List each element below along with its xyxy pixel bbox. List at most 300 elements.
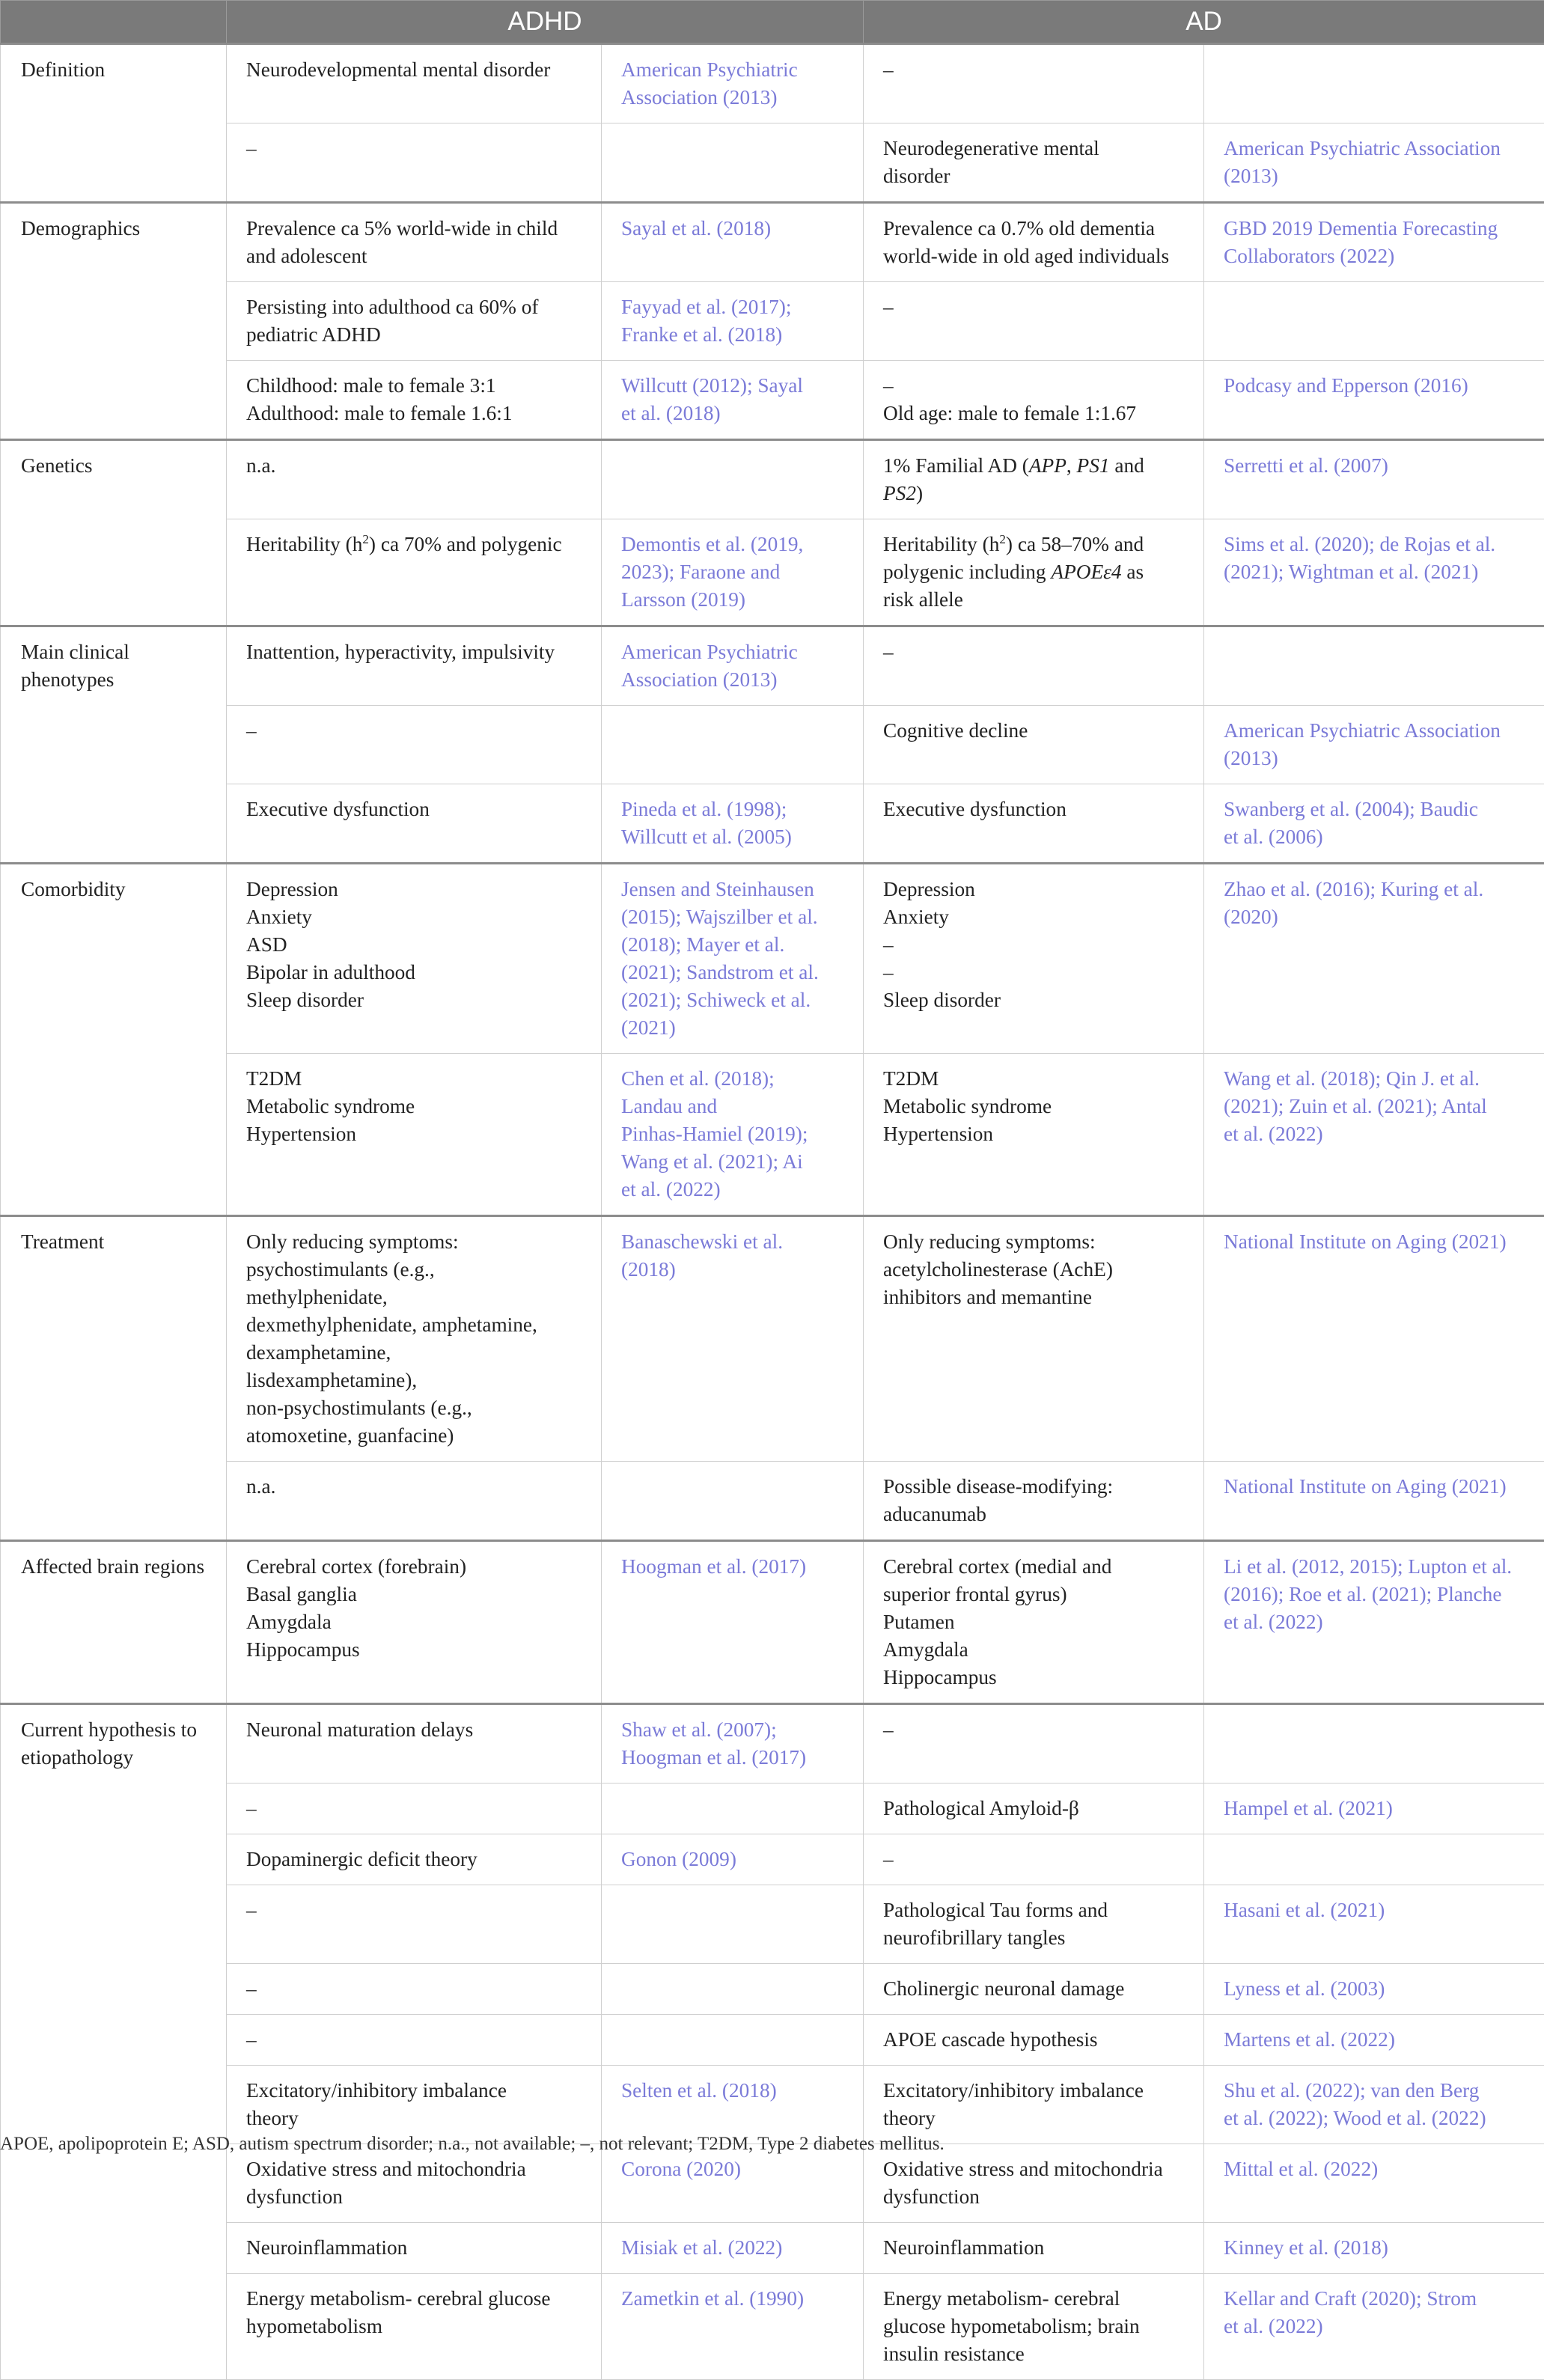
reference-link[interactable]: Pineda et al. (1998); <box>621 796 843 823</box>
reference-link[interactable]: Landau and <box>621 1093 843 1120</box>
adhd-feature-cell <box>227 282 602 361</box>
table-row <box>1 2223 1544 2274</box>
adhd-reference-cell <box>602 864 864 1054</box>
ad-feature-cell <box>864 2274 1204 2380</box>
cell-text-line: – <box>883 372 1184 400</box>
cell-text-line: APOE cascade hypothesis <box>883 2026 1184 2054</box>
reference-link[interactable]: (2020) <box>1224 903 1525 931</box>
reference-link[interactable]: Chen et al. (2018); <box>621 1065 843 1093</box>
cell-text-line: disorder <box>883 162 1184 190</box>
category-cell: Comorbidity <box>1 864 227 1216</box>
table-row <box>1 203 1544 282</box>
ad-feature-cell <box>864 784 1204 864</box>
adhd-reference-cell <box>602 2223 864 2274</box>
adhd-reference-cell <box>602 282 864 361</box>
cell-text-line: n.a. <box>246 1473 582 1501</box>
table-footnote: APOE, apolipoprotein E; ASD, autism spectrum disorder; n.a., not available; –, not relevant; T2DM, Type 2 diabetes mellitus. <box>0 2132 1544 2156</box>
gene-name: PS2 <box>883 482 916 504</box>
cell-text-line: ASD <box>246 931 582 959</box>
cell-text-line: Excitatory/inhibitory imbalance <box>883 2077 1184 2105</box>
adhd-feature-cell <box>227 2223 602 2274</box>
reference-link[interactable]: (2013) <box>1224 745 1525 772</box>
cell-text-line: Sleep disorder <box>246 986 582 1014</box>
adhd-feature-cell <box>227 1964 602 2015</box>
ad-feature-cell <box>864 44 1204 123</box>
adhd-reference-cell <box>602 519 864 626</box>
adhd-reference-cell <box>602 784 864 864</box>
reference-link[interactable]: Fayyad et al. (2017); <box>621 293 843 321</box>
reference-link[interactable]: Hampel et al. (2021) <box>1224 1795 1525 1822</box>
cell-text-line: Possible disease-modifying: <box>883 1473 1184 1501</box>
cell-text-line: Cholinergic neuronal damage <box>883 1975 1184 2003</box>
cell-text-line: Pathological Amyloid-β <box>883 1795 1184 1822</box>
adhd-reference-cell <box>602 44 864 123</box>
table-row <box>1 1834 1544 1885</box>
reference-link[interactable]: Lyness et al. (2003) <box>1224 1975 1525 2003</box>
cell-text-line: Neuroinflammation <box>246 2234 582 2262</box>
adhd-reference-cell <box>602 123 864 203</box>
cell-text-line: Neurodegenerative mental <box>883 135 1184 162</box>
cell-text-line: Depression <box>883 876 1184 903</box>
reference-link[interactable]: (2016); Roe et al. (2021); Planche <box>1224 1581 1525 1608</box>
adhd-reference-cell <box>602 361 864 440</box>
reference-link[interactable]: Sims et al. (2020); de Rojas et al. <box>1224 531 1525 558</box>
reference-link[interactable]: American Psychiatric <box>621 56 843 84</box>
table-row <box>1 2015 1544 2066</box>
cell-text-line: pediatric ADHD <box>246 321 582 349</box>
table-row <box>1 784 1544 864</box>
category-cell: Genetics <box>1 440 227 626</box>
adhd-reference-cell <box>602 1704 864 1784</box>
reference-link[interactable]: Swanberg et al. (2004); Baudic <box>1224 796 1525 823</box>
adhd-feature-cell <box>227 1704 602 1784</box>
ad-feature-cell <box>864 1541 1204 1704</box>
reference-link[interactable]: American Psychiatric Association <box>1224 717 1525 745</box>
adhd-feature-cell <box>227 44 602 123</box>
adhd-reference-cell <box>602 2015 864 2066</box>
cell-text-line: Amygdala <box>883 1636 1184 1664</box>
cell-text-line: – <box>883 56 1184 84</box>
reference-link[interactable]: Li et al. (2012, 2015); Lupton et al. <box>1224 1553 1525 1581</box>
cell-text-line: Metabolic syndrome <box>883 1093 1184 1120</box>
cell-text-line: – <box>883 1716 1184 1744</box>
cell-text-line: Oxidative stress and mitochondria <box>883 2155 1184 2183</box>
adhd-reference-cell <box>602 1784 864 1834</box>
adhd-feature-cell <box>227 1216 602 1462</box>
ad-feature-cell <box>864 1964 1204 2015</box>
cell-text-line: polygenic including APOEε4 as <box>883 558 1184 586</box>
reference-link[interactable]: (2015); Wajszilber et al. <box>621 903 843 931</box>
cell-text-line: Depression <box>246 876 582 903</box>
cell-text-line: non-psychostimulants (e.g., <box>246 1394 582 1422</box>
reference-link[interactable]: Willcutt et al. (2005) <box>621 823 843 851</box>
cell-text-line: Heritability $(h^2)$ ca 70% and polygenic <box>246 531 582 558</box>
reference-link[interactable]: Martens et al. (2022) <box>1224 2026 1525 2054</box>
table-row <box>1 519 1544 626</box>
reference-link[interactable]: Demontis et al. (2019, <box>621 531 843 558</box>
reference-link[interactable]: et al. (2006) <box>1224 823 1525 851</box>
cell-text-line: Heritability $(h^2)$ ca 58–70% and <box>883 531 1184 558</box>
cell-text-line: Bipolar in adulthood <box>246 959 582 986</box>
adhd-reference-cell <box>602 1054 864 1216</box>
reference-link[interactable]: Hoogman et al. (2017) <box>621 1744 843 1772</box>
reference-link[interactable]: Willcutt (2012); Sayal <box>621 372 843 400</box>
table-row <box>1 44 1544 123</box>
ad-feature-cell <box>864 1216 1204 1462</box>
cell-text-line: Pathological Tau forms and <box>883 1897 1184 1924</box>
reference-link[interactable]: Shaw et al. (2007); <box>621 1716 843 1744</box>
ad-reference-cell <box>1204 706 1544 784</box>
adhd-reference-cell <box>602 1834 864 1885</box>
ad-feature-cell <box>864 203 1204 282</box>
cell-text-line: Prevalence ca 5% world-wide in child <box>246 215 582 242</box>
table-row <box>1 1784 1544 1834</box>
cell-text-line: T2DM <box>246 1065 582 1093</box>
cell-text-line: dexamphetamine, <box>246 1339 582 1367</box>
adhd-feature-cell <box>227 1462 602 1541</box>
table-row <box>1 440 1544 519</box>
cell-text-line: and adolescent <box>246 242 582 270</box>
cell-text-line: Cognitive decline <box>883 717 1184 745</box>
cell-text-line: Cerebral cortex (forebrain) <box>246 1553 582 1581</box>
reference-link[interactable]: National Institute on Aging (2021) <box>1224 1228 1525 1256</box>
table-row <box>1 1541 1544 1704</box>
ad-feature-cell <box>864 706 1204 784</box>
reference-link[interactable]: Association (2013) <box>621 84 843 112</box>
cell-text-line: PS2) <box>883 480 1184 507</box>
table-row <box>1 864 1544 1054</box>
cell-text-line: Prevalence ca 0.7% old dementia <box>883 215 1184 242</box>
ad-feature-cell <box>864 2223 1204 2274</box>
cell-text-line: n.a. <box>246 452 582 480</box>
reference-link[interactable]: Corona (2020) <box>621 2155 843 2183</box>
reference-link[interactable]: et al. (2022) <box>1224 1120 1525 1148</box>
cell-text-line: theory <box>246 2105 582 2132</box>
ad-reference-cell <box>1204 1216 1544 1462</box>
adhd-feature-cell <box>227 440 602 519</box>
group-genetics <box>1 440 1544 626</box>
cell-text-line: Executive dysfunction <box>246 796 582 823</box>
ad-reference-cell <box>1204 2015 1544 2066</box>
cell-text-line: – <box>246 135 582 162</box>
header-row <box>1 1 1544 44</box>
cell-text-line: superior frontal gyrus) <box>883 1581 1184 1608</box>
cell-text-line: Metabolic syndrome <box>246 1093 582 1120</box>
reference-link[interactable]: GBD 2019 Dementia Forecasting <box>1224 215 1525 242</box>
adhd-feature-cell <box>227 626 602 706</box>
adhd-feature-cell <box>227 361 602 440</box>
gene-name: APP <box>1029 454 1067 477</box>
adhd-feature-cell <box>227 123 602 203</box>
reference-link[interactable]: (2018); Mayer et al. <box>621 931 843 959</box>
header-ad: AD <box>864 1 1544 44</box>
category-cell: Definition <box>1 44 227 203</box>
adhd-reference-cell <box>602 1541 864 1704</box>
cell-text-line: Childhood: male to female 3:1 <box>246 372 582 400</box>
group-definition <box>1 44 1544 203</box>
header-empty-cell <box>1 1 227 44</box>
cell-text-line: inhibitors and memantine <box>883 1284 1184 1311</box>
cell-text-line: methylphenidate, <box>246 1284 582 1311</box>
cell-text-line: lisdexamphetamine), <box>246 1367 582 1394</box>
cell-text-line: theory <box>883 2105 1184 2132</box>
ad-reference-cell <box>1204 1704 1544 1784</box>
cell-text-line: Hippocampus <box>246 1636 582 1664</box>
group-comorbidity <box>1 864 1544 1216</box>
adhd-reference-cell <box>602 440 864 519</box>
reference-link[interactable]: Collaborators (2022) <box>1224 242 1525 270</box>
ad-feature-cell <box>864 440 1204 519</box>
cell-text-line: Hypertension <box>246 1120 582 1148</box>
ad-reference-cell <box>1204 1054 1544 1216</box>
ad-reference-cell <box>1204 2223 1544 2274</box>
cell-text-line: T2DM <box>883 1065 1184 1093</box>
reference-link[interactable]: Pinhas-Hamiel (2019); <box>621 1120 843 1148</box>
gene-name: PS1 <box>1077 454 1110 477</box>
adhd-reference-cell <box>602 203 864 282</box>
reference-link[interactable]: Zhao et al. (2016); Kuring et al. <box>1224 876 1525 903</box>
reference-link[interactable]: Misiak et al. (2022) <box>621 2234 843 2262</box>
cell-text-line: neurofibrillary tangles <box>883 1924 1184 1952</box>
adhd-feature-cell <box>227 1054 602 1216</box>
cell-text-line: – <box>883 959 1184 986</box>
ad-reference-cell <box>1204 123 1544 203</box>
cell-text-line: Basal ganglia <box>246 1581 582 1608</box>
reference-link[interactable]: Banaschewski et al. <box>621 1228 843 1256</box>
reference-link[interactable]: (2021) <box>621 1014 843 1042</box>
cell-text-line: Energy metabolism- cerebral glucose <box>246 2285 582 2313</box>
cell-text-line: Anxiety <box>883 903 1184 931</box>
category-cell: Demographics <box>1 203 227 440</box>
cell-text-line: – <box>246 1795 582 1822</box>
cell-text-line: Old age: male to female 1:1.67 <box>883 400 1184 427</box>
cell-text-line: Inattention, hyperactivity, impulsivity <box>246 638 582 666</box>
ad-feature-cell <box>864 1054 1204 1216</box>
reference-link[interactable]: National Institute on Aging (2021) <box>1224 1473 1525 1501</box>
ad-reference-cell <box>1204 203 1544 282</box>
ad-feature-cell <box>864 1704 1204 1784</box>
ad-reference-cell <box>1204 440 1544 519</box>
cell-text-line: Energy metabolism- cerebral <box>883 2285 1184 2313</box>
category-cell: Treatment <box>1 1216 227 1541</box>
ad-reference-cell <box>1204 44 1544 123</box>
cell-text-line: dexmethylphenidate, amphetamine, <box>246 1311 582 1339</box>
reference-link[interactable]: Hasani et al. (2021) <box>1224 1897 1525 1924</box>
reference-link[interactable]: et al. (2022) <box>1224 1608 1525 1636</box>
cell-text-line: risk allele <box>883 586 1184 614</box>
adhd-feature-cell <box>227 1541 602 1704</box>
table-row <box>1 1216 1544 1462</box>
reference-link[interactable]: Shu et al. (2022); van den Berg <box>1224 2077 1525 2105</box>
cell-text-line: hypometabolism <box>246 2313 582 2340</box>
ad-feature-cell <box>864 1885 1204 1964</box>
reference-link[interactable]: Sayal et al. (2018) <box>621 215 843 242</box>
reference-link[interactable]: American Psychiatric <box>621 638 843 666</box>
adhd-feature-cell <box>227 2015 602 2066</box>
cell-text-line: Persisting into adulthood ca 60% of <box>246 293 582 321</box>
cell-text-line: glucose hypometabolism; brain <box>883 2313 1184 2340</box>
cell-text-line: dysfunction <box>883 2183 1184 2211</box>
cell-text-line: – <box>246 2026 582 2054</box>
adhd-feature-cell <box>227 784 602 864</box>
cell-text-line: Cerebral cortex (medial and <box>883 1553 1184 1581</box>
adhd-feature-cell <box>227 203 602 282</box>
reference-link[interactable]: Wang et al. (2018); Qin J. et al. <box>1224 1065 1525 1093</box>
cell-text-line: Dopaminergic deficit theory <box>246 1846 582 1873</box>
cell-text-line: – <box>883 1846 1184 1873</box>
ad-reference-cell <box>1204 864 1544 1054</box>
reference-link[interactable]: (2021); Sandstrom et al. <box>621 959 843 986</box>
table-row <box>1 1885 1544 1964</box>
reference-link[interactable]: Kellar and Craft (2020); Strom <box>1224 2285 1525 2313</box>
cell-text-line: – <box>883 931 1184 959</box>
group-treatment <box>1 1216 1544 1541</box>
ad-feature-cell <box>864 1784 1204 1834</box>
reference-link[interactable]: et al. (2022) <box>1224 2313 1525 2340</box>
adhd-feature-cell <box>227 2274 602 2380</box>
table-row <box>1 1462 1544 1541</box>
ad-reference-cell <box>1204 1964 1544 2015</box>
cell-text-line: Putamen <box>883 1608 1184 1636</box>
reference-link[interactable]: (2018) <box>621 1256 843 1284</box>
adhd-feature-cell <box>227 1885 602 1964</box>
table-row <box>1 123 1544 203</box>
header-adhd: ADHD <box>227 1 864 44</box>
ad-reference-cell <box>1204 784 1544 864</box>
cell-text-line: – <box>246 1975 582 2003</box>
ad-reference-cell <box>1204 1885 1544 1964</box>
table-row <box>1 1704 1544 1784</box>
adhd-reference-cell <box>602 1964 864 2015</box>
group-current-hypothesis-to-etiopathology <box>1 1704 1544 2380</box>
table-row <box>1 2274 1544 2380</box>
cell-text-line: Only reducing symptoms: <box>883 1228 1184 1256</box>
ad-feature-cell <box>864 361 1204 440</box>
cell-text-line: Sleep disorder <box>883 986 1184 1014</box>
reference-link[interactable]: et al. (2018) <box>621 400 843 427</box>
adhd-reference-cell <box>602 2274 864 2380</box>
cell-text-line: aducanumab <box>883 1501 1184 1528</box>
category-cell: Main clinical phenotypes <box>1 626 227 864</box>
reference-link[interactable]: Jensen and Steinhausen <box>621 876 843 903</box>
reference-link[interactable]: (2021); Wightman et al. (2021) <box>1224 558 1525 586</box>
cell-text-line: Hypertension <box>883 1120 1184 1148</box>
cell-text-line: – <box>246 1897 582 1924</box>
gene-name: APOEε4 <box>1051 561 1121 583</box>
cell-text-line: 1% Familial AD (APP, PS1 and <box>883 452 1184 480</box>
cell-text-line: acetylcholinesterase (AchE) <box>883 1256 1184 1284</box>
reference-link[interactable]: Hoogman et al. (2017) <box>621 1553 843 1581</box>
reference-link[interactable]: (2021); Schiweck et al. <box>621 986 843 1014</box>
reference-link[interactable]: Kinney et al. (2018) <box>1224 2234 1525 2262</box>
ad-reference-cell <box>1204 519 1544 626</box>
cell-text-line: dysfunction <box>246 2183 582 2211</box>
cell-text-line: – <box>883 293 1184 321</box>
ad-reference-cell <box>1204 361 1544 440</box>
table-row <box>1 706 1544 784</box>
superscript: 2 <box>362 532 369 546</box>
adhd-reference-cell <box>602 706 864 784</box>
reference-link[interactable]: Podcasy and Epperson (2016) <box>1224 372 1525 400</box>
ad-feature-cell <box>864 123 1204 203</box>
table-row <box>1 361 1544 440</box>
adhd-feature-cell <box>227 1834 602 1885</box>
reference-link[interactable]: Franke et al. (2018) <box>621 321 843 349</box>
reference-link[interactable]: Selten et al. (2018) <box>621 2077 843 2105</box>
ad-reference-cell <box>1204 2274 1544 2380</box>
adhd-reference-cell <box>602 1462 864 1541</box>
adhd-feature-cell <box>227 519 602 626</box>
cell-text-line: world-wide in old aged individuals <box>883 242 1184 270</box>
reference-link[interactable]: et al. (2022) <box>621 1176 843 1203</box>
cell-text-line: insulin resistance <box>883 2340 1184 2368</box>
cell-text-line: Hippocampus <box>883 1664 1184 1691</box>
adhd-reference-cell <box>602 1216 864 1462</box>
cell-text-line: Neurodevelopmental mental disorder <box>246 56 582 84</box>
category-cell: Affected brain regions <box>1 1541 227 1704</box>
reference-link[interactable]: American Psychiatric Association <box>1224 135 1525 162</box>
table-row <box>1 1964 1544 2015</box>
ad-feature-cell <box>864 626 1204 706</box>
adhd-reference-cell <box>602 626 864 706</box>
ad-feature-cell <box>864 519 1204 626</box>
adhd-feature-cell <box>227 864 602 1054</box>
ad-feature-cell <box>864 282 1204 361</box>
table-row <box>1 626 1544 706</box>
superscript: 2 <box>999 532 1006 546</box>
ad-reference-cell <box>1204 626 1544 706</box>
ad-reference-cell <box>1204 282 1544 361</box>
ad-reference-cell <box>1204 1541 1544 1704</box>
group-affected-brain-regions <box>1 1541 1544 1704</box>
reference-link[interactable]: (2021); Zuin et al. (2021); Antal <box>1224 1093 1525 1120</box>
reference-link[interactable]: Larsson (2019) <box>621 586 843 614</box>
cell-text-line: Excitatory/inhibitory imbalance <box>246 2077 582 2105</box>
cell-text-line: – <box>883 638 1184 666</box>
adhd-feature-cell <box>227 706 602 784</box>
reference-link[interactable]: 2023); Faraone and <box>621 558 843 586</box>
reference-link[interactable]: Gonon (2009) <box>621 1846 843 1873</box>
table-row <box>1 282 1544 361</box>
cell-text-line: Anxiety <box>246 903 582 931</box>
cell-text-line: Only reducing symptoms: <box>246 1228 582 1256</box>
table-row <box>1 1054 1544 1216</box>
ad-feature-cell <box>864 1834 1204 1885</box>
reference-link[interactable]: Zametkin et al. (1990) <box>621 2285 843 2313</box>
ad-reference-cell <box>1204 1784 1544 1834</box>
reference-link[interactable]: Wang et al. (2021); Ai <box>621 1148 843 1176</box>
reference-link[interactable]: (2013) <box>1224 162 1525 190</box>
cell-text-line: Executive dysfunction <box>883 796 1184 823</box>
cell-text-line: – <box>246 717 582 745</box>
ad-reference-cell <box>1204 1834 1544 1885</box>
cell-text-line: atomoxetine, guanfacine) <box>246 1422 582 1450</box>
adhd-reference-cell <box>602 1885 864 1964</box>
reference-link[interactable]: et al. (2022); Wood et al. (2022) <box>1224 2105 1525 2132</box>
category-cell: Current hypothesis to etiopathology <box>1 1704 227 2380</box>
ad-feature-cell <box>864 2015 1204 2066</box>
adhd-feature-cell <box>227 1784 602 1834</box>
reference-link[interactable]: Association (2013) <box>621 666 843 694</box>
cell-text-line: Neuronal maturation delays <box>246 1716 582 1744</box>
ad-reference-cell <box>1204 1462 1544 1541</box>
group-main-clinical-phenotypes <box>1 626 1544 864</box>
reference-link[interactable]: Mittal et al. (2022) <box>1224 2155 1525 2183</box>
reference-link[interactable]: Serretti et al. (2007) <box>1224 452 1525 480</box>
cell-text-line: Adulthood: male to female 1.6:1 <box>246 400 582 427</box>
cell-text-line: Amygdala <box>246 1608 582 1636</box>
ad-feature-cell <box>864 1462 1204 1541</box>
